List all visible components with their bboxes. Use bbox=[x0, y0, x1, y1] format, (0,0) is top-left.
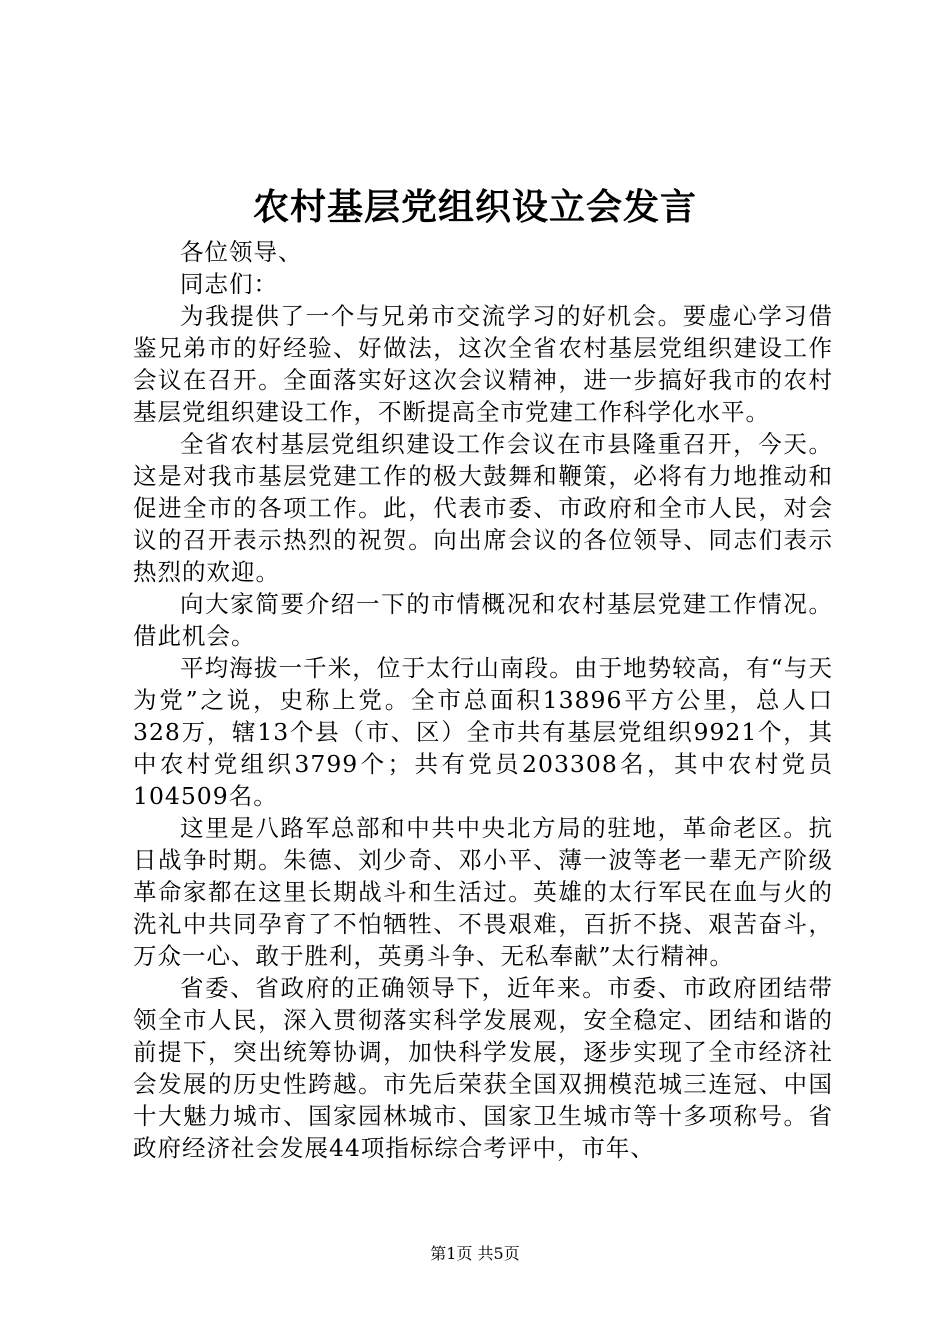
body-paragraph: 全省农村基层党组织建设工作会议在市县隆重召开，今天。这是对我市基层党建工作的极大鼓舞和鞭策，必将有力地推动和促进全市的各项工作。此，代表市委、市政府和全市人民，对会议的召开表示热烈的祝贺。向出席会议的各位领导、同志们表示热烈的欢迎。 bbox=[133, 430, 833, 586]
salutation-comrades: 同志们： bbox=[180, 270, 278, 298]
document-title: 农村基层党组织设立会发言 bbox=[252, 186, 697, 228]
body-paragraph: 平均海拔一千米，位于太行山南段。由于地势较高，有“与天为党”之说，史称上党。全市总面积13896平方公里，总人口328万，辖13个县（市、区）全市共有基层党组织9921个，其中农村党组织3799个；共有党员203308名，其中农村党员104509名。 bbox=[133, 654, 833, 810]
body-paragraph: 这里是八路军总部和中共中央北方局的驻地，革命老区。抗日战争时期。朱德、刘少奇、邓小平、薄一波等老一辈无产阶级革命家都在这里长期战斗和生活过。英雄的太行军民在血与火的洗礼中共同孕育了不怕牺牲、不畏艰难，百折不挠、艰苦奋斗，万众一心、敢于胜利，英勇斗争、无私奉献”太行精神。 bbox=[133, 814, 833, 970]
body-paragraph: 为我提供了一个与兄弟市交流学习的好机会。要虚心学习借鉴兄弟市的好经验、好做法，这次全省农村基层党组织建设工作会议在召开。全面落实好这次会议精神，进一步搞好我市的农村基层党组织建设工作，不断提高全市党建工作科学化水平。 bbox=[133, 302, 833, 426]
body-paragraph: 省委、省政府的正确领导下，近年来。市委、市政府团结带领全市人民，深入贯彻落实科学发展观，安全稳定、团结和谐的前提下，突出统筹协调，加快科学发展，逐步实现了全市经济社会发展的历史性跨越。市先后荣获全国双拥模范城三连冠、中国十大魅力城市、国家园林城市、国家卫生城市等十多项称号。省政府经济社会发展44项指标综合考评中，市年、 bbox=[133, 974, 833, 1162]
salutation-leaders: 各位领导、 bbox=[180, 238, 303, 266]
body-paragraph: 向大家简要介绍一下的市情概况和农村基层党建工作情况。借此机会。 bbox=[133, 590, 833, 650]
page-number-footer: 第1页 共5页 bbox=[430, 1244, 520, 1263]
document-body bbox=[133, 236, 833, 1164]
